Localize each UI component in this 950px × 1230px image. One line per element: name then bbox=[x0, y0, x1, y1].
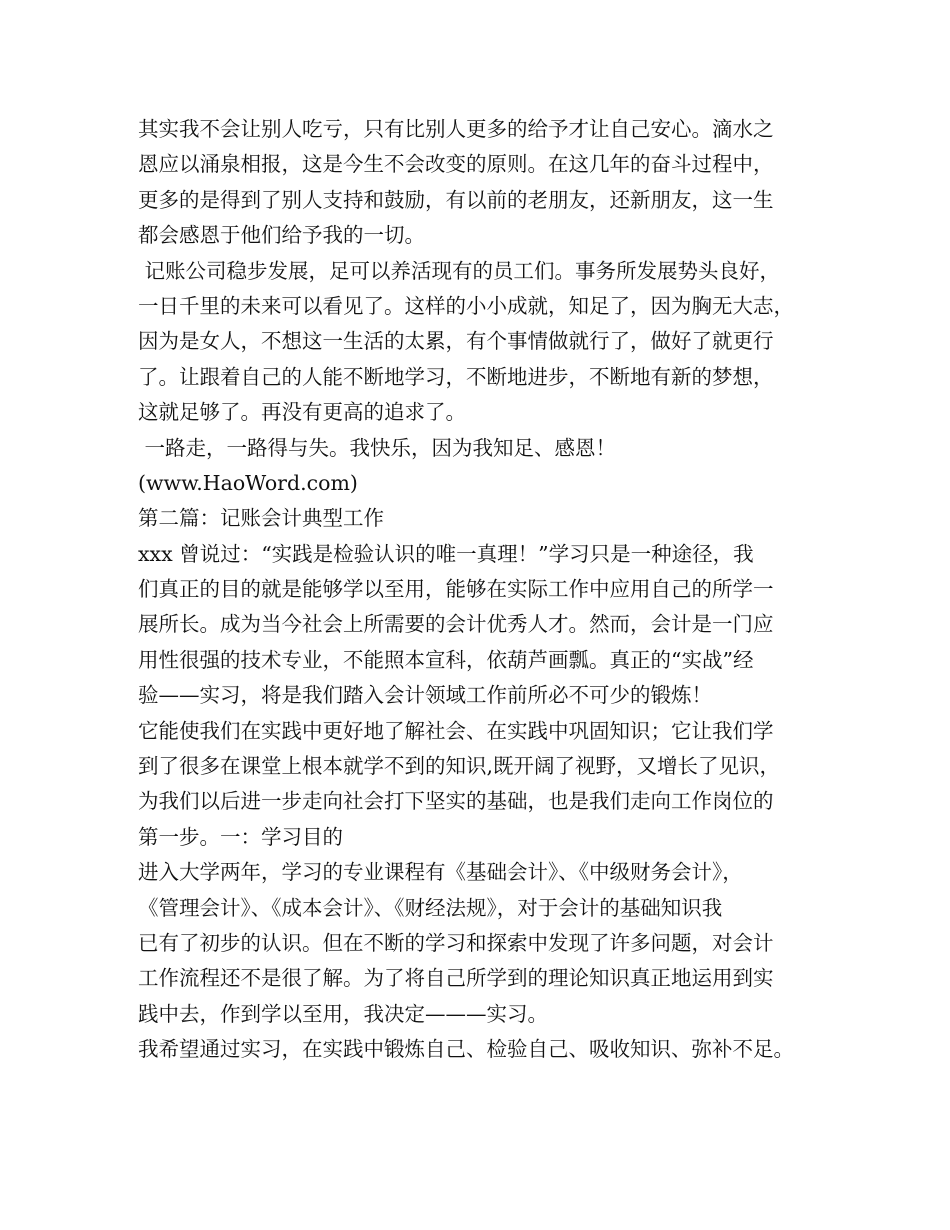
text-line: 更多的是得到了别人支持和鼓励，有以前的老朋友，还新朋友，这一生 bbox=[138, 187, 774, 212]
text-line: 它能使我们在实践中更好地了解社会、在实践中巩固知识；它让我们学 bbox=[138, 718, 774, 743]
text-line: 到了很多在课堂上根本就学不到的知识,既开阔了视野，又增长了见识， bbox=[138, 754, 781, 779]
text-line: 展所长。成为当今社会上所需要的会计优秀人才。然而，会计是一门应 bbox=[138, 612, 774, 637]
text-line: 用性很强的技术专业，不能照本宣科，依葫芦画瓢。真正的“实战”经 bbox=[138, 647, 754, 672]
text-line: 践中去，作到学以至用，我决定———实习。 bbox=[138, 1001, 548, 1026]
text-line: 一路走，一路得与失。我快乐，因为我知足、感恩！ bbox=[138, 435, 617, 460]
text-line: 们真正的目的就是能够学以至用，能够在实际工作中应用自己的所学一 bbox=[138, 577, 774, 602]
text-line: 为我们以后进一步走向社会打下坚实的基础，也是我们走向工作岗位的 bbox=[138, 789, 774, 814]
text-line: 了。让跟着自己的人能不断地学习，不断地进步，不断地有新的梦想， bbox=[138, 364, 774, 389]
text-line: 恩应以涌泉相报，这是今生不会改变的原则。在这几年的奋斗过程中， bbox=[138, 152, 774, 177]
text-line: 因为是女人，不想这一生活的太累，有个事情做就行了，做好了就更行 bbox=[138, 329, 774, 354]
text-line: 第一步。一：学习目的 bbox=[138, 824, 343, 849]
text-line: 其实我不会让别人吃亏，只有比别人更多的给予才让自己安心。滴水之 bbox=[138, 117, 774, 141]
document-text-body bbox=[138, 112, 838, 1068]
text-line: 记账公司稳步发展，足可以养活现有的员工们。事务所发展势头良好， bbox=[138, 258, 781, 283]
text-line: 进入大学两年，学习的专业课程有《基础会计》、《中级财务会计》， bbox=[138, 860, 743, 885]
text-line: xxx 曾说过：“实践是检验认识的唯一真理！”学习只是一种途径，我 bbox=[138, 541, 754, 566]
source-link-text: (www.HaoWord.com) bbox=[138, 470, 358, 495]
text-line: 都会感恩于他们给予我的一切。 bbox=[138, 223, 425, 248]
text-line: 这就足够了。再没有更高的追求了。 bbox=[138, 400, 466, 425]
text-line: 《管理会计》、《成本会计》、《财经法规》，对于会计的基础知识我 bbox=[138, 895, 723, 920]
text-line: 已有了初步的认识。但在不断的学习和探索中发现了许多问题，对会计 bbox=[138, 930, 774, 955]
section-heading: 第二篇：记账会计典型工作 bbox=[138, 506, 384, 531]
text-line: 一日千里的未来可以看见了。这样的小小成就，知足了，因为胸无大志， bbox=[138, 293, 794, 318]
text-line: 我希望通过实习，在实践中锻炼自己、检验自己、吸收知识、弥补不足。 bbox=[138, 1037, 794, 1062]
text-line: 工作流程还不是很了解。为了将自己所学到的理论知识真正地运用到实 bbox=[138, 966, 774, 991]
text-line: 验——实习，将是我们踏入会计领域工作前所必不可少的锻炼！ bbox=[138, 683, 712, 708]
